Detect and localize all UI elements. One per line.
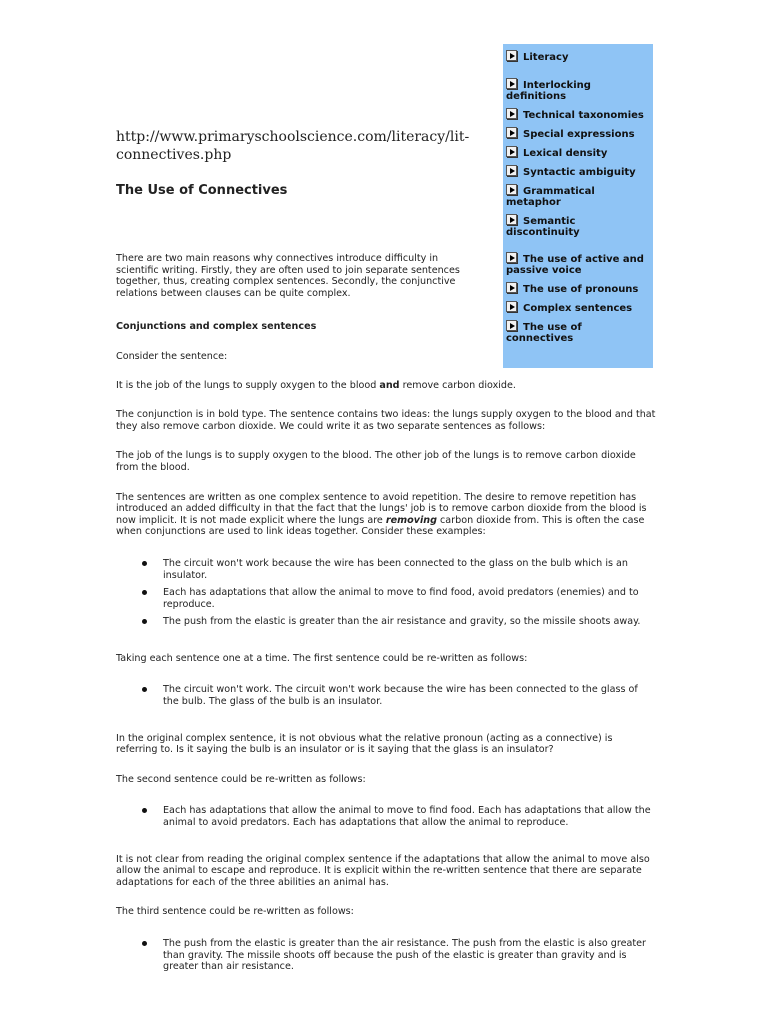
- play-arrow-icon: [506, 127, 517, 138]
- example-conjunction: and: [379, 379, 400, 391]
- separate-sentences-paragraph: The job of the lungs is to supply oxygen to the blood. The other job of the lungs is to remove carbon dioxide from the blood.: [116, 450, 636, 473]
- conjunction-paragraph: The conjunction is in bold type. The sentence contains two ideas: the lungs supply oxygen to the blood and that they also remove carbon dioxide. We could write it as two separate sentences as follows:: [116, 409, 656, 432]
- nav-item-grammatical-metaphor[interactable]: [506, 186, 649, 208]
- third-paragraph: The third sentence could be re-written as follows:: [116, 906, 354, 918]
- nav-item-interlocking-definitions[interactable]: [506, 80, 649, 102]
- nav-item-special-expressions[interactable]: [506, 129, 649, 140]
- play-arrow-icon: [506, 146, 517, 157]
- play-arrow-icon: [506, 165, 517, 176]
- second-paragraph: The second sentence could be re-written as follows:: [116, 773, 366, 785]
- list-item: Each has adaptations that allow the animal to move to find food. Each has adaptations that allow the animal to avoid predators. Each has adaptations that allow the animal to reproduce.: [163, 805, 656, 828]
- example-text-after: remove carbon dioxide.: [399, 379, 516, 391]
- nav-item-technical-taxonomies[interactable]: [506, 110, 649, 121]
- nav-item-label: Technical taxonomies: [523, 110, 644, 121]
- nav-item-label: Interlocking definitions: [506, 80, 591, 102]
- original-paragraph: In the original complex sentence, it is not obvious what the relative pronoun (acting as a connective) is referring to. Is it saying the bulb is an insulator or is it saying that the glass is an insulator?: [116, 732, 613, 756]
- example-text-before: It is the job of the lungs to supply oxygen to the blood: [116, 379, 380, 391]
- nav-item-semantic-discontinuity[interactable]: [506, 216, 649, 238]
- play-arrow-icon: [506, 108, 517, 119]
- nav-item-label: Special expressions: [523, 129, 635, 140]
- nav-item-label: Complex sentences: [523, 303, 633, 314]
- nav-item-label: The use of pronouns: [523, 284, 639, 295]
- complex-sentence-paragraph: [116, 492, 656, 538]
- consider-paragraph: Consider the sentence:: [116, 350, 228, 362]
- taking-paragraph: Taking each sentence one at a time. The first sentence could be re-written as follows:: [116, 652, 528, 664]
- play-arrow-icon: [506, 214, 517, 225]
- nav-item-label: Lexical density: [523, 148, 608, 159]
- list-item: The push from the elastic is greater than the air resistance and gravity, so the missile shoots away.: [163, 616, 656, 628]
- nav-item-label: Grammatical metaphor: [506, 186, 595, 208]
- play-arrow-icon: [506, 184, 517, 195]
- section-heading: Conjunctions and complex sentences: [116, 321, 317, 333]
- list-item: Each has adaptations that allow the animal to move to find food, avoid predators (enemies) and to reproduce.: [163, 587, 656, 610]
- article-body: [116, 253, 656, 998]
- nav-item-literacy[interactable]: [506, 52, 649, 63]
- complex-text-before: The sentences are written as one complex sentence to avoid repetition. The desire to remove repetition has introduced an added difficulty in that the fact that the lungs' job is to remove carbon dioxide from the blood is now implicit. It is not made explicit where the lungs are: [116, 491, 647, 526]
- play-arrow-icon: [506, 50, 517, 61]
- examples-list: [116, 558, 656, 628]
- list-item: The circuit won't work because the wire has been connected to the glass on the bulb which is an insulator.: [163, 558, 656, 581]
- page-title: The Use of Connectives: [116, 183, 288, 198]
- example-sentence: [116, 380, 656, 392]
- not-clear-paragraph: It is not clear from reading the original complex sentence if the adaptations that allow the animal to move also allow the animal to escape and reproduce. It is explicit within the re-written sentence that there are separate adaptations for each of the three abilities an animal has.: [116, 853, 650, 888]
- complex-text-after: carbon dioxide from. This is often the case when conjunctions are used to link ideas together. Consider these examples:: [116, 514, 645, 538]
- nav-item-label: The use of connectives: [506, 322, 582, 344]
- intro-paragraph: There are two main reasons why connectives introduce difficulty in scientific writing. Firstly, they are often used to join separate sentences together, thus, creating complex sentences. Secondly, the conjunctive relations between clauses can be quite complex.: [116, 253, 460, 299]
- play-arrow-icon: [506, 78, 517, 89]
- list-item: The push from the elastic is greater than the air resistance. The push from the elastic is also greater than gravity. The missile shoots off because the push of the elastic is greater than gravity and is greater than air resistance.: [163, 938, 656, 973]
- nav-item-lexical-density[interactable]: [506, 148, 649, 159]
- source-url: http://www.primaryschoolscience.com/literacy/lit-connectives.php: [116, 129, 470, 163]
- list-item: The circuit won't work. The circuit won't work because the wire has been connected to the glass of the bulb. The glass of the bulb is an insulator.: [163, 684, 656, 707]
- nav-item-label: Literacy: [523, 52, 569, 63]
- complex-emphasis: removing: [385, 514, 437, 526]
- nav-item-syntactic-ambiguity[interactable]: [506, 167, 649, 178]
- nav-item-label: The use of active and passive voice: [506, 254, 644, 276]
- rewrite2-list: [116, 805, 656, 828]
- nav-item-label: Semantic discontinuity: [506, 216, 580, 238]
- nav-item-label: Syntactic ambiguity: [523, 167, 636, 178]
- rewrite1-list: [116, 684, 656, 707]
- rewrite3-list: [116, 938, 656, 973]
